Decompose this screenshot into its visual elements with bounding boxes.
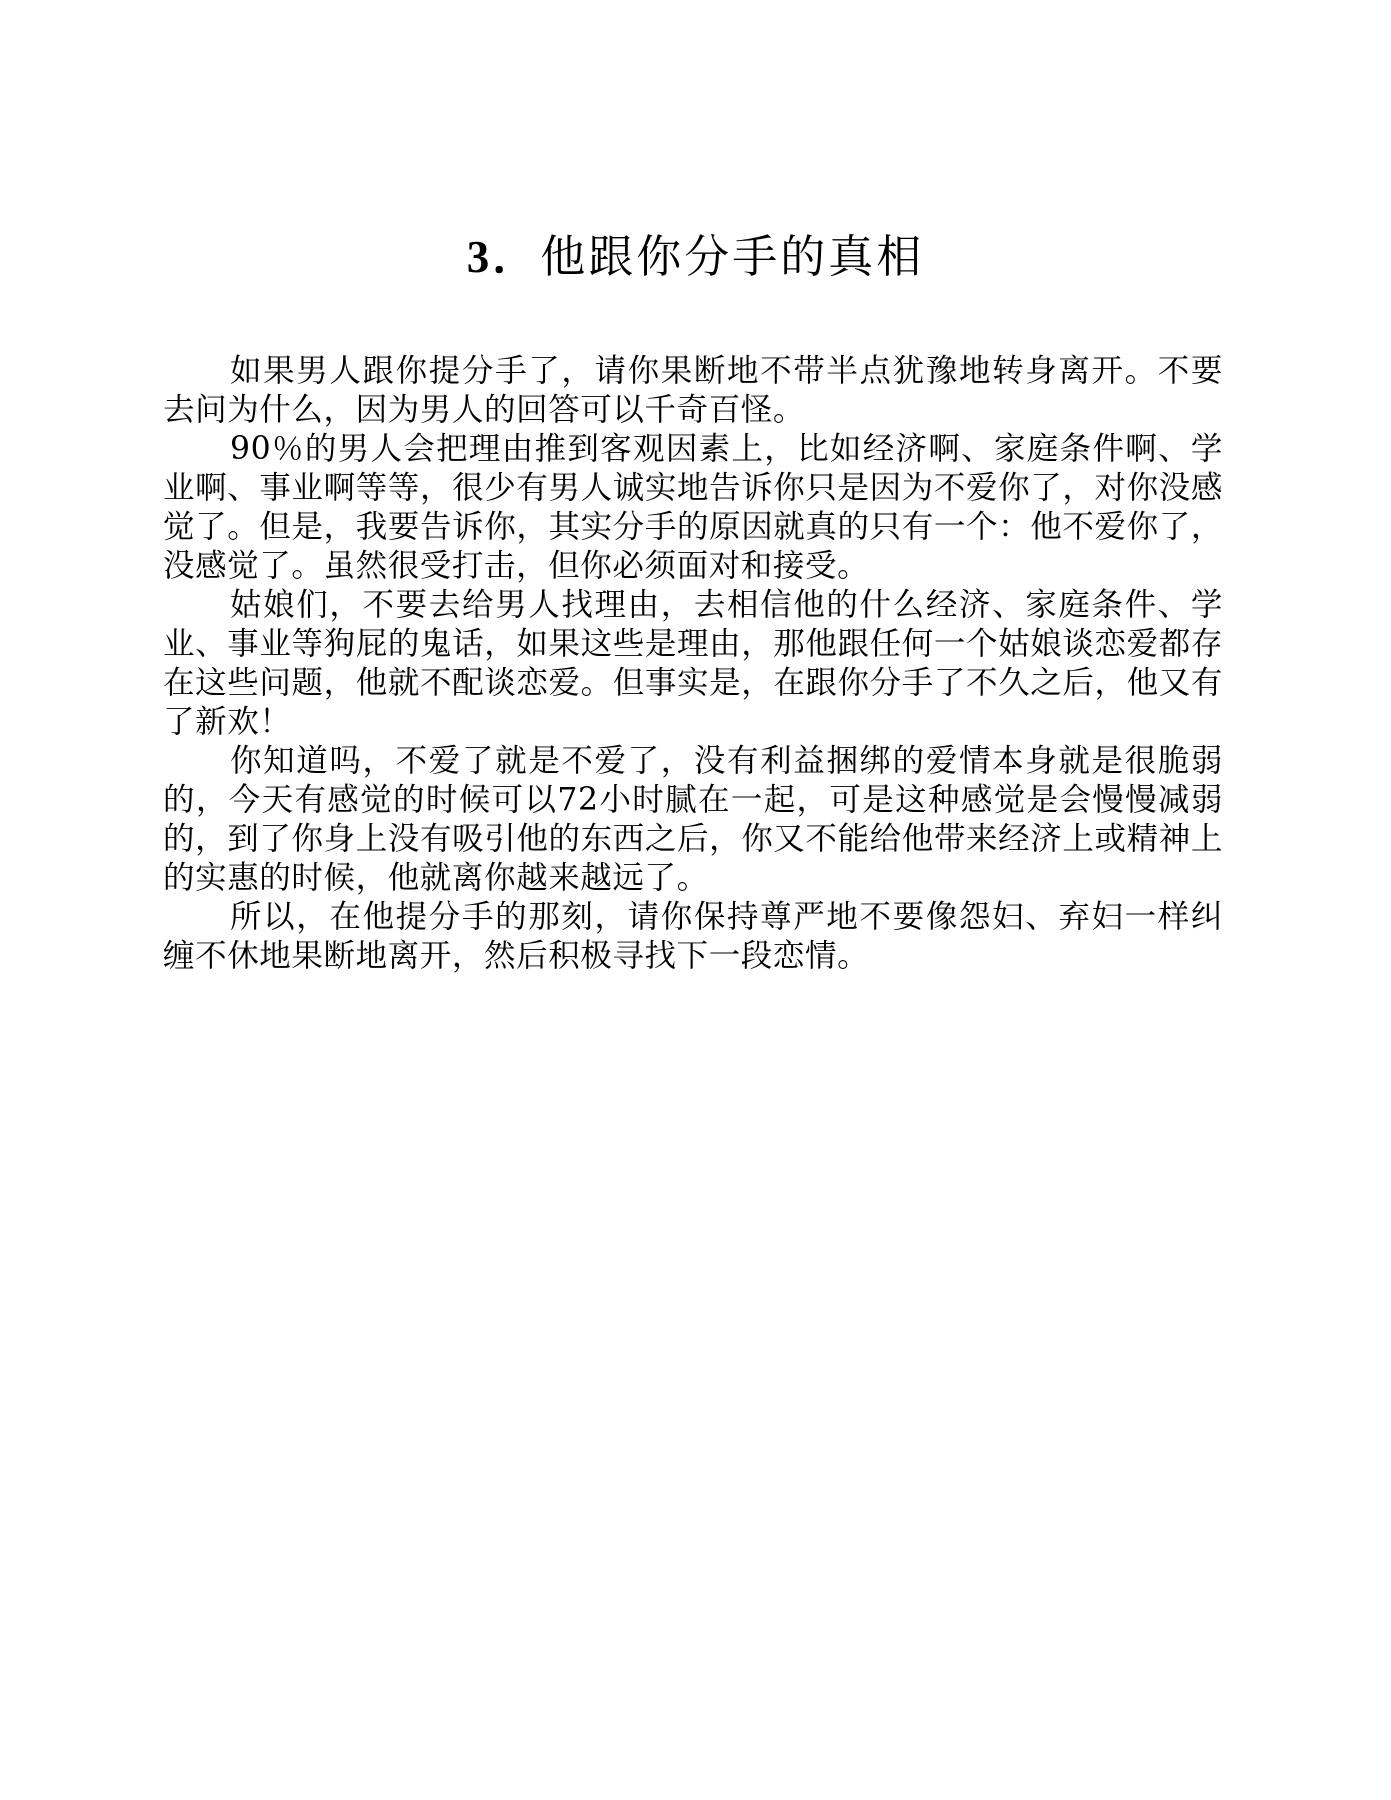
paragraph: 姑娘们，不要去给男人找理由，去相信他的什么经济、家庭条件、学业、事业等狗屁的鬼话，如果这些是理由，那他跟任何一个姑娘谈恋爱都存在这些问题，他就不配谈恋爱。但事实是，在跟你分手了不久之后，他又有了新欢！ [163, 587, 1223, 740]
paragraph: 90％的男人会把理由推到客观因素上，比如经济啊、家庭条件啊、学业啊、事业啊等等，很少有男人诚实地告诉你只是因为不爱你了，对你没感觉了。但是，我要告诉你，其实分手的原因就真的只有一个：他不爱你了，没感觉了。虽然很受打击，但你必须面对和接受。 [163, 431, 1223, 584]
chapter-title [0, 226, 1391, 288]
paragraph: 所以，在他提分手的那刻，请你保持尊严地不要像怨妇、弃妇一样纠缠不休地果断地离开，然后积极寻找下一段恋情。 [163, 899, 1223, 974]
chapter-number: 3． [466, 232, 541, 282]
chapter-title-text: 他跟你分手的真相 [540, 230, 925, 283]
paragraph: 你知道吗，不爱了就是不爱了，没有利益捆绑的爱情本身就是很脆弱的，今天有感觉的时候可以72小时腻在一起，可是这种感觉是会慢慢减弱的，到了你身上没有吸引他的东西之后，你又不能给他带来经济上或精神上的实惠的时候，他就离你越来越远了。 [163, 743, 1223, 896]
body-text [163, 352, 1223, 976]
paragraph: 如果男人跟你提分手了，请你果断地不带半点犹豫地转身离开。不要去问为什么，因为男人的回答可以千奇百怪。 [163, 353, 1223, 428]
